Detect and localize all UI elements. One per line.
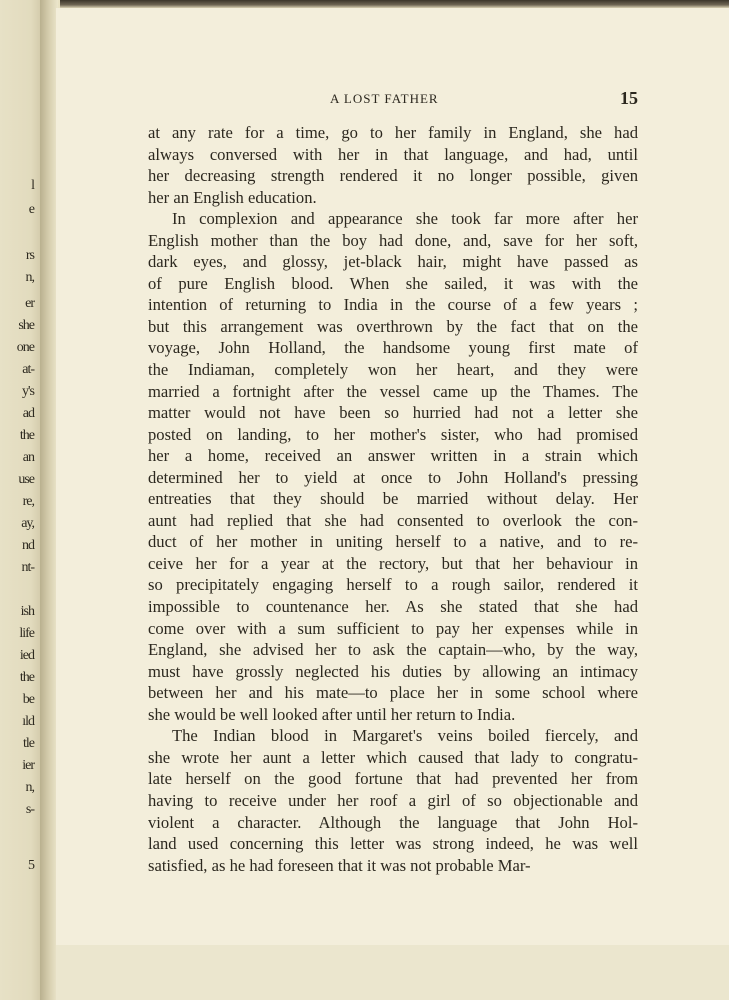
text-line: intention of returning to India in the course of a few years ; (148, 295, 638, 315)
margin-fragment: y's (22, 384, 34, 399)
margin-fragment: l (31, 178, 34, 193)
margin-fragment: e (28, 202, 34, 217)
text-line: her a home, received an answer written in a strain which (148, 446, 638, 466)
text-line: her an English education. (148, 187, 317, 207)
body-text (148, 122, 638, 876)
text-line: between her and his mate—to place her in some school where (148, 683, 638, 703)
text-line: duct of her mother in uniting herself to a native, and to re- (148, 532, 638, 552)
text-line: dark eyes, and glossy, jet-black hair, might have passed as (148, 252, 638, 272)
margin-fragment: nt- (21, 560, 34, 575)
top-page-edge (60, 0, 729, 8)
margin-fragment: n, (25, 270, 34, 285)
text-line: she wrote her aunt a letter which caused that lady to congratu- (148, 747, 638, 767)
text-line: determined her to yield at once to John Holland's pressing (148, 467, 638, 487)
text-line: aunt had replied that she had consented to overlook the con- (148, 510, 638, 530)
margin-fragment: the (19, 428, 34, 443)
margin-fragment: one (16, 340, 34, 355)
text-line: late herself on the good fortune that had prevented her from (148, 769, 638, 789)
text-line: always conversed with her in that language, and had, until (148, 144, 638, 164)
text-line: satisfied, as he had foreseen that it was not probable Mar- (148, 855, 531, 875)
margin-fragment: ier (22, 758, 34, 773)
margin-fragment: an (22, 450, 34, 465)
margin-fragment: er (25, 296, 34, 311)
margin-fragment: ied (19, 648, 34, 663)
text-line: English mother than the boy had done, and, save for her soft, (148, 230, 638, 250)
page-number: 15 (620, 88, 638, 108)
margin-fragment: she (18, 318, 34, 333)
margin-fragment: ish (20, 604, 34, 619)
paragraph (148, 208, 638, 725)
margin-fragment: rs (25, 248, 34, 263)
paragraph (148, 725, 638, 876)
text-line: In complexion and appearance she took far more after her (172, 209, 638, 229)
margin-fragment: life (19, 626, 34, 641)
margin-fragment: ay, (21, 516, 34, 531)
text-line: the Indiaman, completely won her heart, and they were (148, 360, 638, 380)
left-page-margin (0, 0, 44, 1000)
margin-fragment: the (19, 670, 34, 685)
running-head: A LOST FATHER (330, 91, 439, 106)
margin-fragment: 5 (28, 858, 34, 873)
margin-fragment: nd (22, 538, 34, 553)
margin-fragment: re, (22, 494, 34, 509)
text-line: come over with a sum sufficient to pay her expenses while in (148, 618, 638, 638)
text-line: must have grossly neglected his duties by allowing an intimacy (148, 661, 638, 681)
margin-fragment: use (18, 472, 34, 487)
margin-fragment: s- (25, 802, 34, 817)
text-line: posted on landing, to her mother's sister, who had promised (148, 424, 638, 444)
text-line: ceive her for a year at the rectory, but that her behaviour in (148, 553, 638, 573)
text-line: voyage, John Holland, the handsome young first mate of (148, 338, 638, 358)
margin-fragment: be (22, 692, 34, 707)
text-line: she would be well looked after until her return to India. (148, 704, 516, 724)
page-header (148, 88, 638, 112)
text-line: of pure English blood. When she sailed, it was with the (148, 273, 638, 293)
margin-fragment: n, (25, 780, 34, 795)
text-line: having to receive under her roof a girl of so objectionable and (148, 790, 638, 810)
text-line: but this arrangement was overthrown by the fact that on the (148, 316, 638, 336)
paragraph (148, 122, 638, 208)
margin-fragment: ad (22, 406, 34, 421)
text-line: so precipitately engaging herself to a rough sailor, rendered it (148, 575, 638, 595)
page-bottom-band (56, 945, 729, 1000)
text-line: violent a character. Although the language that John Hol- (148, 812, 638, 832)
text-line: England, she advised her to ask the captain—who, by the way, (148, 640, 638, 660)
text-line: entreaties that they should be married without delay. Her (148, 489, 638, 509)
text-line: married a fortnight after the vessel came up the Thames. The (148, 381, 638, 401)
text-line: The Indian blood in Margaret's veins boiled fiercely, and (172, 726, 638, 746)
text-line: at any rate for a time, go to her family in England, she had (148, 123, 638, 142)
margin-fragment: ıld (22, 714, 34, 729)
margin-fragment: tle (23, 736, 34, 751)
text-line: matter would not have been so hurried had not a letter she (148, 403, 638, 423)
text-line: land used concerning this letter was strong indeed, he was well (148, 834, 638, 854)
text-line: her decreasing strength rendered it no longer possible, given (148, 166, 638, 186)
margin-fragment: at- (22, 362, 34, 377)
text-line: impossible to countenance her. As she stated that she had (148, 597, 638, 617)
